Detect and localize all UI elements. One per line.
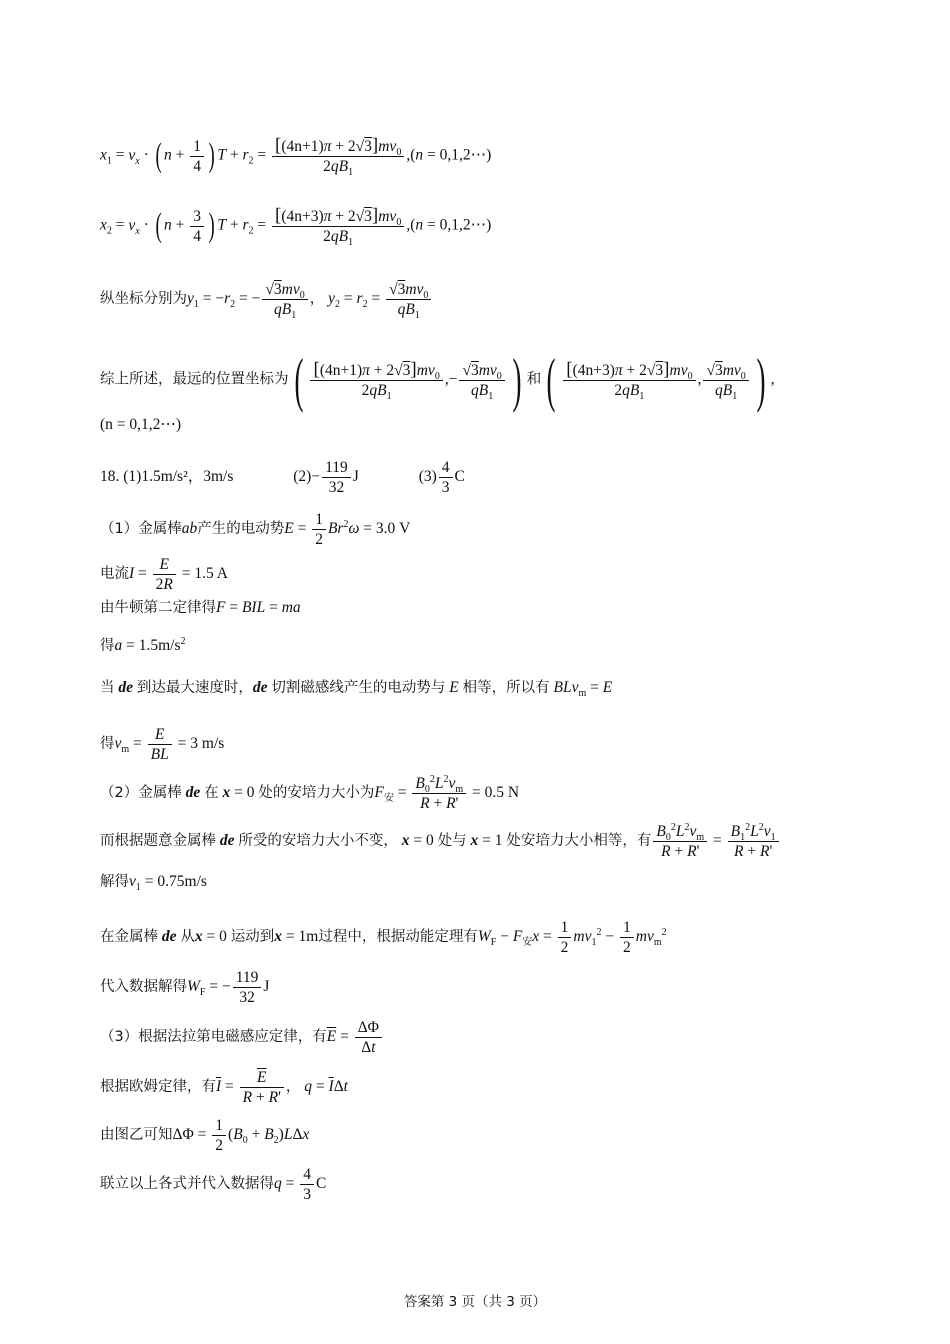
text-in-rod: 在金属棒 xyxy=(100,929,158,946)
text-when: 当 xyxy=(100,680,115,696)
equation-emf: （1）金属棒ab产生的电动势E = $\frac{1}{2}$ $Br^2\omega = 3.0$ V xyxy=(100,511,411,548)
q18-part1: (1)1.5m/s²，3m/s xyxy=(123,468,234,486)
equation-newton: 由牛顿第二定律得F = BIL = ma xyxy=(100,599,301,616)
q18-number: 18. xyxy=(100,468,120,486)
equation-a: 得$a = 1.5m/s^2$ xyxy=(100,635,186,654)
text-combine: 联立以上各式并代入数据得 xyxy=(100,1176,274,1193)
text-p2-force: 处的安培力大小为 xyxy=(258,785,375,802)
text-newton: 由牛顿第二定律得 xyxy=(100,600,216,616)
text-unchanged: 所受的安培力大小不变， xyxy=(238,833,398,850)
text-get-vm: 得 xyxy=(100,736,115,753)
equation-x1: $x_1 = v_x$ · ( n + $\frac{1}{4}$ ) $T + r_2$ = $\frac{[(4n+1)\pi + 2√3]mv_0}{2qB_1}$ ,(n = 0,1,2⋯) xyxy=(100,135,492,179)
text-get-a: 得 xyxy=(100,638,115,654)
equation-work-energy: 在金属棒 de 从x = 0 运动到x = 1m过程中，根据动能定理有$W_F - F_安x$ = $\frac{1}{2}$ $mv_1^2$ − $\frac{1}{2}$ $mv_m^2$ xyxy=(100,919,667,956)
equation-summary: 综上所述，最远的位置坐标为( $\frac{[(4n+1)\pi + 2√3]mv_0}{2qB_1}$ ,− $\frac{√3mv_0}{qB_1}$ ) 和( $\frac{[(4n+3)\pi + 2√3]mv_0}{2qB_1}$ , $\frac{√3mv_0}{qB_1}$ ) , xyxy=(100,347,775,413)
text-by-meaning: 而根据题意金属棒 xyxy=(100,833,216,850)
text-p3-intro: （3）根据法拉第电磁感应定律，有 xyxy=(100,1029,327,1046)
text-max-speed: 当 de 到达最大速度时，de 切割磁感线产生的电动势与 E 相等，所以有 BLv$_m$ = E xyxy=(100,679,613,700)
text-move-to: 运动到 xyxy=(230,929,275,946)
text-equal-force: 处安培力大小相等，有 xyxy=(506,833,652,850)
text-cut: 切割磁感线产生的电动势与 xyxy=(271,680,446,696)
equation-ohm: 根据欧姆定律，有$\overline{I}$ = $\frac{\overline{E}}{R + R'}$ ， $q = \overline{I}\Delta t$ xyxy=(100,1069,348,1106)
equation-ampere-force: （2）金属棒 de 在 x = 0 处的安培力大小为$F_安$ = $\frac{B_0^2L^2v_m}{R + R'}$ = 0.5 N xyxy=(100,773,520,812)
equation-q: 联立以上各式并代入数据得q = $\frac{4}{3}$ C xyxy=(100,1166,327,1203)
text-n-range xyxy=(100,415,181,435)
text-when-rest: 到达最大速度时， xyxy=(136,680,253,696)
equation-v1: 解得$v_1 = 0.75m/s$ xyxy=(100,873,207,894)
text-substitute: 代入数据解得 xyxy=(100,979,187,996)
text-solve-v1: 解得 xyxy=(100,874,129,890)
equation-vm: 得$v_m$ = $\frac{E}{BL}$ = 3 m/s xyxy=(100,726,225,763)
text-from: 从 xyxy=(180,929,195,946)
text-p2-at: 在 xyxy=(204,785,219,802)
text-process: 过程中，根据动能定理有 xyxy=(318,929,478,946)
text-p1-intro: （1）金属棒 xyxy=(100,521,182,538)
equation-x2: $x_2 = v_x$ · ( n + $\frac{3}{4}$ ) $T + r_2$ = $\frac{[(4n+3)\pi + 2√3]mv_0}{2qB_1}$ ,(n = 0,1,2⋯) xyxy=(100,205,492,249)
equation-y-coords: 纵坐标分别为$y_1 = -r_2$ = − $\frac{√3mv_0}{qB_1}$ ， $y_2 = r_2$ = $\frac{√3mv_0}{qB_1}$ xyxy=(100,280,433,319)
equation-faraday: （3）根据法拉第电磁感应定律，有$\overline{E}$ = $\frac{\Delta\Phi}{\Delta t}$ xyxy=(100,1018,384,1057)
text-equal: 相等，所以有 xyxy=(462,680,550,696)
question-18-answers: 18. (1)1.5m/s²，3m/s (2)− $\frac{119}{32}$ J (3) $\frac{4}{3}$ C xyxy=(100,459,465,496)
equation-wf: 代入数据解得$W_F$ = − $\frac{119}{32}$ J xyxy=(100,969,270,1006)
text-sum-intro: 综上所述，最远的位置坐标为 xyxy=(100,371,289,388)
text-from-graph: 由图乙可知 xyxy=(100,1127,173,1144)
text-at-x0: 处与 xyxy=(437,833,467,850)
text-and: 和 xyxy=(526,371,542,388)
q18-part2: (2) xyxy=(293,468,312,486)
equation-force-equal: 而根据题意金属棒 de 所受的安培力大小不变， x = 0 处与 x = 1 处安培力大小相等，有 $\frac{B_0^2L^2v_m}{R + R'}$ = $\frac{B_1^2L^2v_1}{R + R'}$ xyxy=(100,822,781,861)
equation-current: 电流I = $\frac{E}{2R}$ = 1.5 A xyxy=(100,556,228,593)
text-p1-emf: 产生的电动势 xyxy=(197,521,285,538)
page-footer: 答案第 3 页（共 3 页） xyxy=(403,1294,547,1310)
n-range-value: (n = 0,1,2⋯) xyxy=(100,416,182,433)
equation-delta-phi: 由图乙可知ΔΦ = $\frac{1}{2}$ $(B_0 + B_2)L\Delta x$ xyxy=(100,1117,310,1154)
text-y-intro: 纵坐标分别为 xyxy=(100,291,187,308)
q18-part3: (3) xyxy=(418,468,437,486)
text-ohm: 根据欧姆定律，有 xyxy=(100,1079,216,1096)
text-current: 电流 xyxy=(100,566,129,583)
text-p2-intro: （2）金属棒 xyxy=(100,785,182,802)
